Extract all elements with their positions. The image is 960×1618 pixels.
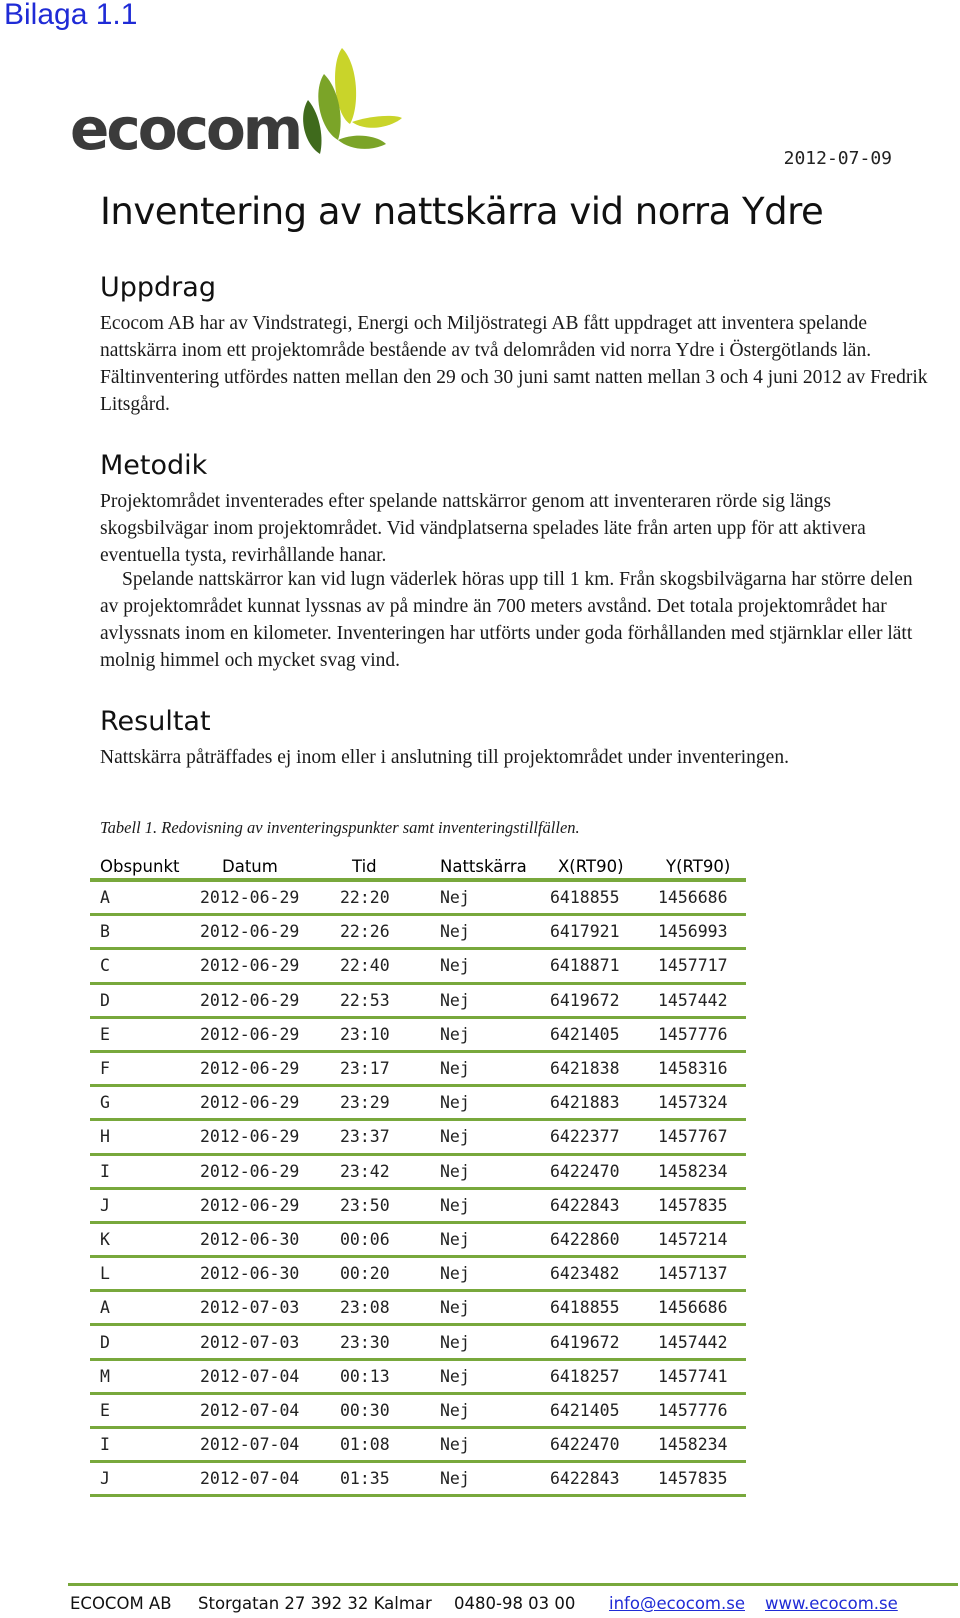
table-cell: Nej (440, 1222, 550, 1256)
table-cell: Nej (440, 1393, 550, 1427)
table-row (90, 1188, 746, 1222)
table-cell: J (90, 1462, 200, 1496)
table-cell: 2012-06-29 (200, 1086, 340, 1120)
table-cell: Nej (440, 1325, 550, 1359)
ecocom-logo (70, 44, 410, 164)
column-header: Nattskärra (440, 854, 550, 880)
leaf-icon (290, 44, 410, 164)
table-cell: Nej (440, 1359, 550, 1393)
table-row (90, 983, 746, 1017)
table-cell: 1457324 (658, 1086, 746, 1120)
table-cell: Nej (440, 1428, 550, 1462)
table-row (90, 1393, 746, 1427)
table-cell: 2012-06-29 (200, 915, 340, 949)
table-cell: 00:30 (340, 1393, 440, 1427)
table-cell: 1457741 (658, 1359, 746, 1393)
table-cell: 01:08 (340, 1428, 440, 1462)
table-cell: 22:53 (340, 983, 440, 1017)
table-cell: Nej (440, 1086, 550, 1120)
table-cell: 22:40 (340, 949, 440, 983)
table-row (90, 1257, 746, 1291)
table-cell: J (90, 1188, 200, 1222)
column-header: Obspunkt (90, 854, 200, 880)
table-cell: 00:13 (340, 1359, 440, 1393)
heading-metodik: Metodik (100, 450, 208, 481)
table-cell: 6421838 (550, 1051, 658, 1085)
table-cell: G (90, 1086, 200, 1120)
table-cell: 1457776 (658, 1017, 746, 1051)
table-cell: I (90, 1428, 200, 1462)
table-cell: 1456686 (658, 1291, 746, 1325)
table-row (90, 1017, 746, 1051)
table-cell: 2012-06-29 (200, 983, 340, 1017)
footer-company: ECOCOM AB (70, 1594, 172, 1613)
table-cell: Nej (440, 1120, 550, 1154)
table-cell: Nej (440, 915, 550, 949)
table-cell: Nej (440, 949, 550, 983)
table-cell: 1458316 (658, 1051, 746, 1085)
paragraph-metodik-2: Spelande nattskärror kan vid lugn väderlek höras upp till 1 km. Från skogsbilvägarna har större delen av projektområdet kunnat lyssnas av på mindre än 700 meters avstånd. Det totala projektområdet har avlyssnats inom en kilometer. Inventeringen har utförts under goda förhållanden med stjärnklar eller lätt molnig himmel och mycket svag vind. (100, 569, 913, 671)
table-cell: 23:37 (340, 1120, 440, 1154)
table-cell: F (90, 1051, 200, 1085)
table-cell: 1457835 (658, 1462, 746, 1496)
table-cell: 23:17 (340, 1051, 440, 1085)
table-cell: 1457717 (658, 949, 746, 983)
column-header: X(RT90) (550, 854, 658, 880)
table-cell: Nej (440, 1051, 550, 1085)
footer-email-link[interactable]: info@ecocom.se (609, 1594, 745, 1613)
table-cell: 6422860 (550, 1222, 658, 1256)
table-row (90, 1359, 746, 1393)
table-cell: Nej (440, 1257, 550, 1291)
table-row (90, 1154, 746, 1188)
paragraph-resultat: Nattskärra påträffades ej inom eller i anslutning till projektområdet under inventeringen. (100, 747, 789, 768)
table-cell: Nej (440, 1188, 550, 1222)
table-cell: E (90, 1017, 200, 1051)
table-cell: 1457442 (658, 1325, 746, 1359)
table-row (90, 880, 746, 915)
annex-label: Bilaga 1.1 (4, 0, 138, 31)
table-cell: 2012-06-29 (200, 1120, 340, 1154)
table-cell: Nej (440, 1154, 550, 1188)
table-cell: 1458234 (658, 1428, 746, 1462)
table-cell: 6418871 (550, 949, 658, 983)
table-cell: 23:29 (340, 1086, 440, 1120)
table-cell: 23:08 (340, 1291, 440, 1325)
table-cell: 2012-06-29 (200, 1154, 340, 1188)
table-cell: 22:20 (340, 880, 440, 915)
page-title: Inventering av nattskärra vid norra Ydre (100, 190, 824, 233)
table-cell: 2012-07-04 (200, 1462, 340, 1496)
table-row (90, 1120, 746, 1154)
table-cell: 6422843 (550, 1462, 658, 1496)
table-cell: 1457776 (658, 1393, 746, 1427)
table-cell: 00:06 (340, 1222, 440, 1256)
table-cell: C (90, 949, 200, 983)
table-row (90, 1325, 746, 1359)
table-cell: 1457835 (658, 1188, 746, 1222)
table-cell: E (90, 1393, 200, 1427)
table-cell: L (90, 1257, 200, 1291)
table-cell: 6417921 (550, 915, 658, 949)
table-cell: 1457137 (658, 1257, 746, 1291)
footer-divider (68, 1583, 958, 1586)
table-cell: D (90, 983, 200, 1017)
table-cell: 23:42 (340, 1154, 440, 1188)
table-cell: 6418257 (550, 1359, 658, 1393)
table-row (90, 1222, 746, 1256)
table-cell: 2012-07-03 (200, 1291, 340, 1325)
table-cell: 1457767 (658, 1120, 746, 1154)
table-cell: 6418855 (550, 880, 658, 915)
table-cell: 2012-07-04 (200, 1359, 340, 1393)
paragraph-metodik-1: Projektområdet inventerades efter spelande nattskärror genom att inventeraren rörde sig längs skogsbilvägar inom projektområdet. Vid vändplatserna spelades läte från arten upp för att aktivera eventuella tysta, revirhållande hanar. (100, 491, 866, 566)
column-header: Tid (340, 854, 440, 880)
heading-resultat: Resultat (100, 706, 211, 737)
table-cell: 1458234 (658, 1154, 746, 1188)
table-cell: A (90, 1291, 200, 1325)
column-header: Datum (200, 854, 340, 880)
table-cell: 2012-06-29 (200, 949, 340, 983)
table-cell: 6421405 (550, 1017, 658, 1051)
table-cell: Nej (440, 1462, 550, 1496)
table-cell: 6419672 (550, 983, 658, 1017)
table-cell: 2012-06-29 (200, 1051, 340, 1085)
table-cell: 2012-07-04 (200, 1393, 340, 1427)
table-caption: Tabell 1. Redovisning av inventeringspunkter samt inventeringstillfällen. (100, 818, 580, 837)
observation-table (90, 854, 746, 1497)
document-date: 2012-07-09 (783, 148, 892, 169)
table-cell: 2012-06-29 (200, 880, 340, 915)
table-cell: A (90, 880, 200, 915)
paragraph-uppdrag: Ecocom AB har av Vindstrategi, Energi och Miljöstrategi AB fått uppdraget att inventera spelande nattskärra inom ett projektområde bestående av två delområden vid norra Ydre i Östergötlands län. Fältinventering utfördes natten mellan den 29 och 30 juni samt natten mellan 3 och 4 juni 2012 av Fredrik Litsgård. (100, 313, 928, 415)
table-cell: 23:30 (340, 1325, 440, 1359)
table-cell: 2012-06-30 (200, 1222, 340, 1256)
table-cell: Nej (440, 880, 550, 915)
table-cell: 1456993 (658, 915, 746, 949)
table-cell: D (90, 1325, 200, 1359)
table-cell: 6421405 (550, 1393, 658, 1427)
table-cell: Nej (440, 1017, 550, 1051)
table-cell: 6422470 (550, 1428, 658, 1462)
table-cell: 1456686 (658, 880, 746, 915)
table-cell: 22:26 (340, 915, 440, 949)
table-cell: 1457442 (658, 983, 746, 1017)
footer-address: Storgatan 27 392 32 Kalmar (198, 1594, 432, 1613)
table-cell: 6419672 (550, 1325, 658, 1359)
table-cell: M (90, 1359, 200, 1393)
table-row (90, 1291, 746, 1325)
table-cell: 6421883 (550, 1086, 658, 1120)
table-cell: 2012-06-29 (200, 1188, 340, 1222)
table-row (90, 915, 746, 949)
table-cell: I (90, 1154, 200, 1188)
table-cell: 6418855 (550, 1291, 658, 1325)
table-cell: K (90, 1222, 200, 1256)
table-cell: 2012-07-04 (200, 1428, 340, 1462)
table-cell: 2012-06-29 (200, 1017, 340, 1051)
table-cell: 01:35 (340, 1462, 440, 1496)
table-cell: 23:50 (340, 1188, 440, 1222)
table-row (90, 949, 746, 983)
table-cell: 6422470 (550, 1154, 658, 1188)
table-header-row (90, 854, 746, 880)
table-cell: H (90, 1120, 200, 1154)
table-cell: 6422377 (550, 1120, 658, 1154)
table-cell: Nej (440, 983, 550, 1017)
table-row (90, 1051, 746, 1085)
table-cell: Nej (440, 1291, 550, 1325)
logo-wordmark: ecocom (70, 95, 301, 163)
footer-phone: 0480-98 03 00 (454, 1594, 576, 1613)
footer-website-link[interactable]: www.ecocom.se (765, 1594, 898, 1613)
table-row (90, 1462, 746, 1496)
table-cell: 00:20 (340, 1257, 440, 1291)
column-header: Y(RT90) (658, 854, 746, 880)
table-cell: 2012-07-03 (200, 1325, 340, 1359)
table-row (90, 1428, 746, 1462)
table-cell: 6422843 (550, 1188, 658, 1222)
table-row (90, 1086, 746, 1120)
table-cell: 23:10 (340, 1017, 440, 1051)
heading-uppdrag: Uppdrag (100, 272, 216, 303)
table-cell: 2012-06-30 (200, 1257, 340, 1291)
table-cell: B (90, 915, 200, 949)
table-cell: 6423482 (550, 1257, 658, 1291)
table-cell: 1457214 (658, 1222, 746, 1256)
